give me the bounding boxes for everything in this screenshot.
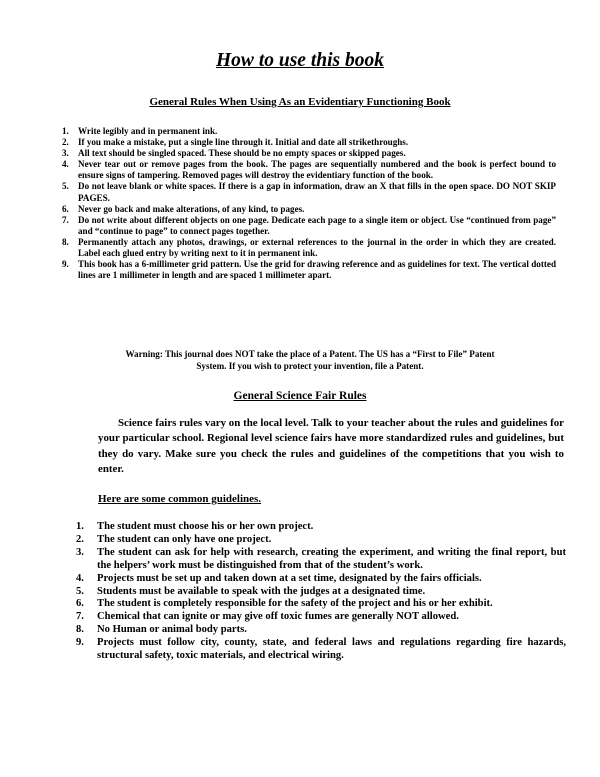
list-item [62,215,556,237]
item-number: 2. [76,533,84,545]
item-number: 5. [76,585,84,597]
list-item [76,598,566,611]
list-item [62,137,556,148]
list-item [62,181,556,203]
list-item [76,573,566,586]
item-text: Projects must be set up and taken down at a set time, designated by the fairs officials. [97,572,482,584]
list-item [62,159,556,181]
item-number: 7. [62,214,69,225]
page-title: How to use this book [216,50,384,71]
warning-line-2: System. If you wish to protect your invention, file a Patent. [196,361,424,371]
list-item [76,534,566,547]
item-number: 4. [62,159,69,170]
item-text: The student can only have one project. [97,533,272,545]
warning-line-1: Warning: This journal does NOT take the place of a Patent. The US has a “First to File” Patent [125,349,495,359]
item-text: If you make a mistake, put a single line through it. Initial and date all strikethroughs. [78,137,409,148]
item-text: Never tear out or remove pages from the book. The pages are sequentially numbered and the book is perfect bound to ensure signs of tampering. Removed pages will destroy the evidentiary function of the book. [78,159,556,181]
item-number: 4. [76,572,84,584]
item-number: 9. [62,259,69,270]
item-number: 6. [76,598,84,610]
item-number: 3. [62,148,69,159]
item-text: Permanently attach any photos, drawings, or external references to the journal in the order in which they are created. Label each glued entry by writing next to it in permanent ink. [78,236,556,259]
item-number: 3. [76,546,84,558]
item-number: 1. [76,521,84,532]
list-item [76,611,566,624]
item-text: Never go back and make alterations, of any kind, to pages. [78,203,305,214]
item-number: 2. [62,137,69,148]
item-number: 1. [62,126,69,136]
item-text: Chemical that can ignite or may give off toxic fumes are generally NOT allowed. [97,611,459,623]
item-text: The student must choose his or her own project. [97,521,314,532]
item-text: All text should be singled spaced. These should be no empty spaces or skipped pages. [78,148,406,159]
item-number: 8. [76,624,84,636]
item-text: The student can ask for help with research, creating the experiment, and writing the final report, but the helpers’ work must be distinguished from that of the student’s work. [97,546,566,571]
list-item [76,521,566,534]
guidelines-heading: Here are some common guidelines. [98,493,262,505]
guidelines-list [76,521,566,663]
item-text: This book has a 6-millimeter grid pattern. Use the grid for drawing reference and as guidelines for text. The vertical dotted lines are 1 millimeter in length and are spaced 1 millimeter apart. [78,259,556,281]
list-item [62,148,556,159]
item-text: The student is completely responsible for the safety of the project and his or her exhibit. [97,598,493,610]
item-text: Write legibly and in permanent ink. [78,126,218,136]
list-item [76,547,566,573]
item-number: 5. [62,181,69,192]
item-text: Students must be available to speak with the judges at a designated time. [97,585,426,597]
general-rules-heading: General Rules When Using As an Evidentiary Functioning Book [149,96,451,108]
list-item [76,624,566,637]
item-number: 7. [76,611,84,623]
list-item [76,586,566,599]
item-text: Do not write about different objects on one page. Dedicate each page to a single item or object. Use “continued from page” and “continue to page” to connect pages together. [78,214,556,236]
item-number: 9. [76,637,84,649]
list-item [62,126,556,137]
item-text: Do not leave blank or white spaces. If there is a gap in information, draw an X that fills in the open space. DO NOT SKIP PAGES. [78,181,556,203]
list-item [62,237,556,259]
item-number: 8. [62,236,69,247]
general-rules-list [62,126,556,281]
list-item [62,204,556,215]
list-item [62,259,556,281]
item-text: No Human or animal body parts. [97,624,247,636]
patent-warning [80,348,540,372]
item-text: Projects must follow city, county, state, and federal laws and regulations regarding fire hazards, structural safety, toxic materials, and electrical wiring. [97,637,566,662]
list-item [76,637,566,663]
item-number: 6. [62,203,69,214]
science-fair-paragraph: Science fairs rules vary on the local level. Talk to your teacher about the rules and guidelines for your particular school. Regional level science fairs have more standardized rules and guidelines, but they do vary. Make sure you check the rules and guidelines of the competitions that you wish to enter. [98,417,564,476]
science-fair-heading: General Science Fair Rules [233,390,367,402]
